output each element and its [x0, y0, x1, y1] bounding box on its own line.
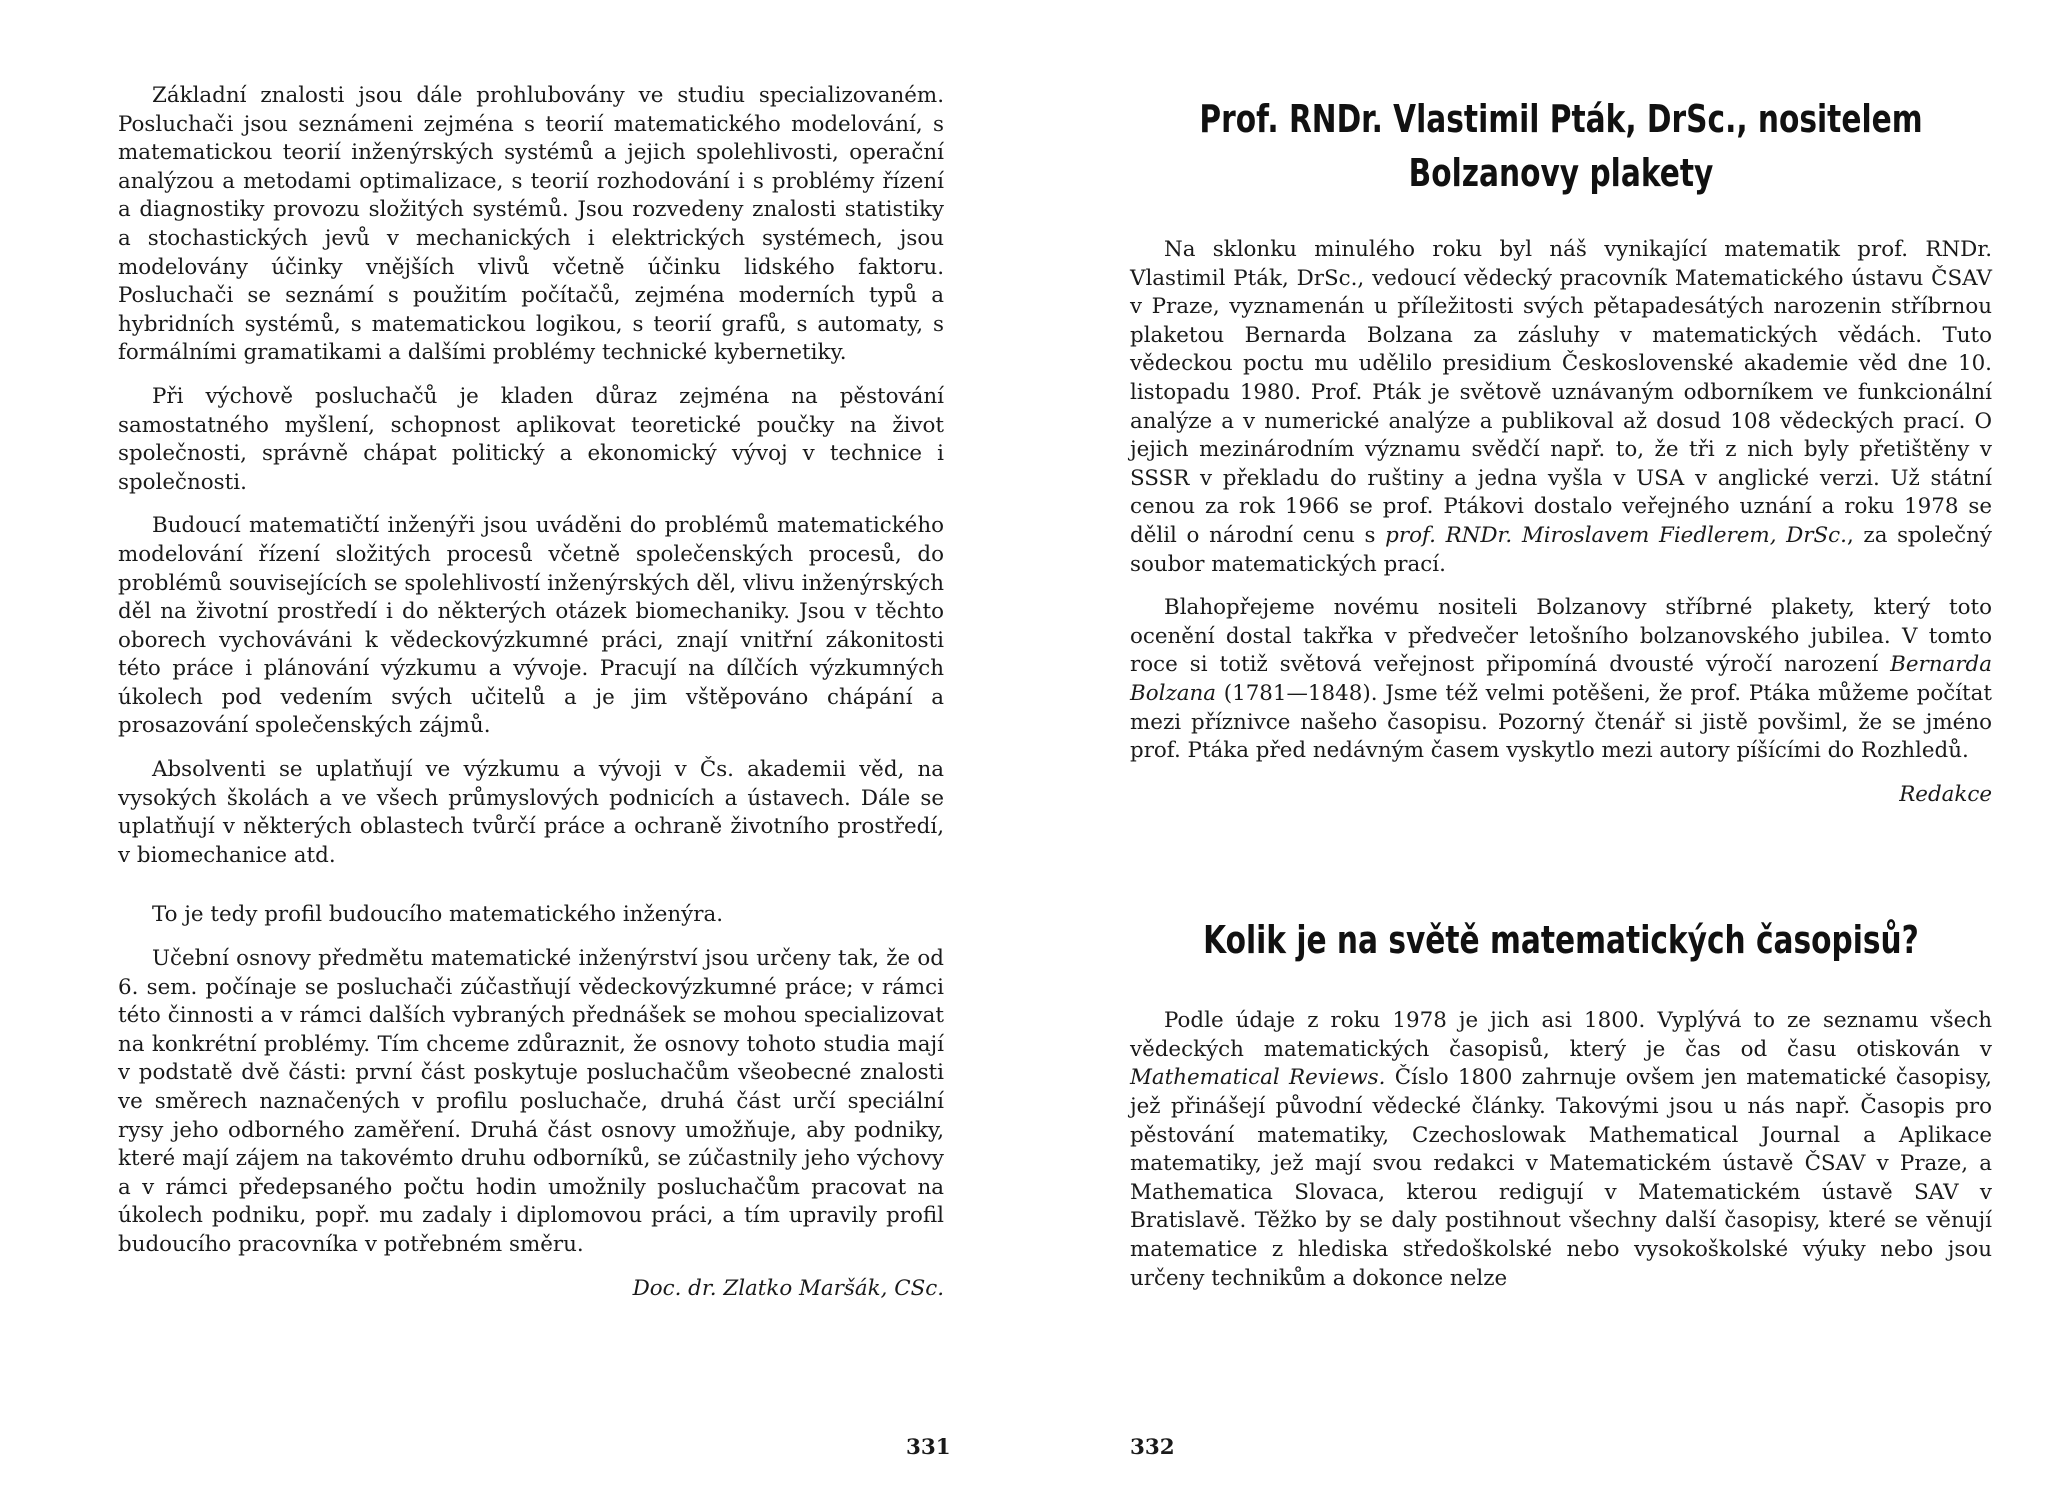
paragraph: Absolventi se uplatňují ve výzkumu a vývoji v Čs. akademii věd, na vysokých školách a ve všech průmyslových podnicích a ústavech. Dále se uplatňují v některých oblastech tvůrčí práce a ochraně životního prostředí, v biomechanice atd.: [118, 757, 944, 868]
paragraph: [1130, 1007, 1992, 1293]
paragraph-text: , za společný soubor matematických prací.: [1130, 522, 1992, 577]
paragraph: Při výchově posluchačů je kladen důraz zejména na pěstování samostatného myšlení, schopnost aplikovat teoretické poučky na život společnosti, správně chápat politický a ekonomický vývoj v technice i společnosti.: [118, 383, 944, 495]
article-title: Kolik je na světě matematických časopisů?: [1203, 918, 1919, 963]
editorial-signature: Redakce: [1899, 781, 1992, 807]
author-signature: Doc. dr. Zlatko Maršák, CSc.: [632, 1275, 944, 1301]
page-number: 332: [1130, 1435, 1175, 1460]
italic-name: Bernarda Bolzana: [1130, 652, 1992, 706]
italic-journal-name: Mathematical Reviews.: [1130, 1065, 1386, 1091]
paragraph-text: Podle údaje z roku 1978 je jich asi 1800. Vyplývá to ze seznamu všech vědeckých matematických časopisů, který je čas od času otiskován v: [1130, 1008, 1992, 1062]
right-page: [1030, 0, 2060, 1500]
paragraph: To je tedy profil budoucího matematického inženýra.: [152, 902, 724, 928]
paragraph-text: Na sklonku minulého roku byl náš vynikající matematik prof. RNDr. Vlastimil Pták, DrSc., vedoucí vědecký pracovník Matematického ústavu ČSAV v Praze, vyznamenán u příležitosti svých pětapadesátých narozenin stříbrnou plaketou Bernarda Bolzana za zásluhy v matematických vědách. Tuto vědeckou poctu mu udělilo presidium Československé akademie věd dne 10. listopadu 1980. Prof. Pták je světově uznávaným odborníkem ve funkcionální analýze a v numerické analýze a publikoval až dosud 108 vědeckých prací. O jejich mezinárodním významu svědčí např. to, že tři z nich byly přetištěny v SSSR v překladu do ruštiny a jedna vyšla v USA v anglické verzi. Už státní cenou za rok 1966 se prof. Ptákovi dostalo veřejného uznání a roku 1978 se dělil o národní cenu s: [1130, 237, 1992, 548]
paragraph: Učební osnovy předmětu matematické inženýrství jsou určeny tak, že od 6. sem. počínaje se posluchači zúčastňují vědeckovýzkumné práce; v rámci této činnosti a v rámci dalších vybraných přednášek se mohou specializovat na konkrétní problémy. Tím chceme zdůraznit, že osnovy tohoto studia mají v podstatě dvě části: první část poskytuje posluchačům všeobecné znalosti ve směrech naznačených v profilu posluchače, druhá část určí speciální rysy jeho odborného zaměření. Druhá část osnovy umožňuje, aby podniky, které mají zájem na takovémto druhu odborníků, se zúčastnily jeho výchovy a v rámci předepsaného počtu hodin umožnily posluchačům pracovat na úkolech podniku, popř. mu zadaly i diplomovou práci, a tím upravily profil budoucího pracovníka v potřebném směru.: [118, 946, 944, 1257]
left-page-text-column: [118, 82, 944, 1303]
right-page-text-column: [1130, 82, 1992, 1308]
paragraph-text: Blahopřejeme novému nositeli Bolzanovy stříbrné plakety, který toto ocenění dostal takřka v předvečer letošního bolzanovského jubilea. V tomto roce si totiž světová veřejnost připomíná dvousté výročí narození: [1130, 595, 1992, 678]
article-title: Prof. RNDr. Vlastimil Pták, DrSc., nositelem Bolzanovy plakety: [1199, 97, 1923, 195]
paragraph-text: (1781—1848). Jsme též velmi potěšeni, že prof. Ptáka můžeme počítat mezi příznivce našeho časopisu. Pozorný čtenář si jistě povšiml, že se jméno prof. Ptáka před nedávným časem vyskytlo mezi autory píšícími do Rozhledů.: [1130, 680, 1992, 764]
paragraph: [1130, 236, 1992, 579]
page-number: 331: [906, 1435, 951, 1460]
paragraph: [1130, 594, 1992, 766]
paragraph: Budoucí matematičtí inženýři jsou uváděni do problémů matematického modelování řízení složitých procesů včetně společenských procesů, do problémů souvisejících se spolehlivostí inženýrských děl, vlivu inženýrských děl na životní prostředí i do některých otázek biomechaniky. Jsou v těchto oborech vychováváni k vědeckovýzkumné práci, znají vnitřní zákonitosti této práce i plánování výzkumu a vývoje. Pracují na dílčích výzkumných úkolech pod vedením svých učitelů a je jim vštěpováno chápání a prosazování společenských zájmů.: [118, 513, 944, 739]
italic-name: prof. RNDr. Miroslavem Fiedlerem, DrSc.: [1385, 522, 1847, 548]
paragraph: Základní znalosti jsou dále prohlubovány ve studiu specializovaném. Posluchači jsou seznámeni zejména s teorií matematického modelování, s matematickou teorií inženýrských systémů a jejich spolehlivosti, operační analýzou a metodami optimalizace, s teorií rozhodování i s problémy řízení a diagnostiky provozu složitých systémů. Jsou rozvedeny znalosti statistiky a stochastických jevů v mechanických i elektrických systémech, jsou modelovány účinky vnějších vlivů včetně účinku lidského faktoru. Posluchači se seznámí s použitím počítačů, zejména moderních typů a hybridních systémů, s matematickou logikou, s teorií grafů, s automaty, s formálními gramatikami a dalšími problémy technické kybernetiky.: [118, 83, 944, 366]
paragraph-text: Číslo 1800 zahrnuje ovšem jen matematické časopisy, jež přinášejí původní vědecké články. Takovými jsou u nás např. Časopis pro pěstování matematiky, Czechoslowak Mathematical Journal a Aplikace matematiky, jež mají svou redakci v Matematickém ústavě ČSAV v Praze, a Mathematica Slovaca, kterou redigují v Matematickém ústavě SAV v Bratislavě. Těžko by se daly postihnout všechny další časopisy, které se věnují matematice z hlediska středoškolské nebo vysokoškolské výuky nebo jsou určeny technikům a dokonce nelze: [1130, 1065, 1992, 1291]
